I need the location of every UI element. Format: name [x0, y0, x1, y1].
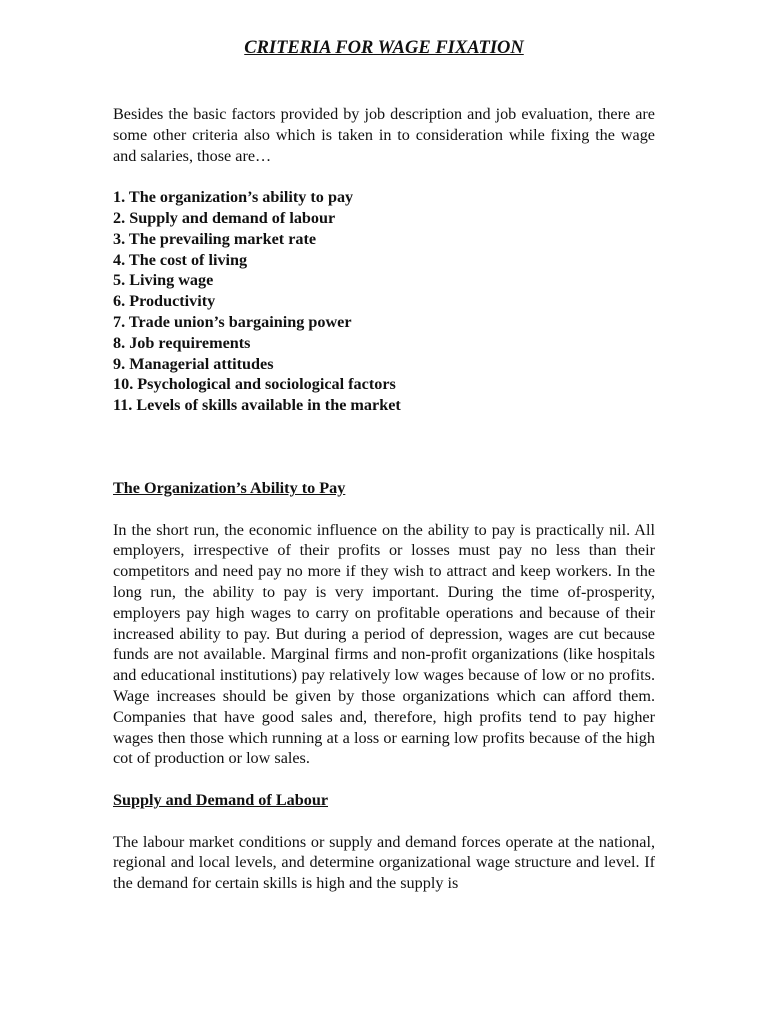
intro-paragraph: Besides the basic factors provided by job description and job evaluation, there are some other criteria also which is taken in to consideration while fixing the wage and salaries, those are… — [113, 105, 655, 165]
section-body-ability-to-pay: In the short run, the economic influence on the ability to pay is practically nil. All employers, irrespective of their profits or losses must pay no less than their competitors and need pay no more if they wish to attract and keep workers. In the long run, the ability to pay is very important. During the time of-prosperity, employers pay high wages to carry on profitable operations and because of their increased ability to pay. But during a period of depression, wages are cut because funds are not available. Marginal firms and non-profit organizations (like hospitals and educational institutions) pay relatively low wages because of low or no profits. Wage increases should be given by those organizations which can afford them. Companies that have good sales and, therefore, high profits tend to pay higher wages then those which running at a loss or earning low profits because of the high cot of production or low sales. — [113, 520, 655, 768]
criteria-list — [113, 187, 655, 416]
section-body-supply-demand: The labour market conditions or supply and demand forces operate at the national, regional and local levels, and determine organizational wage structure and level. If the demand for certain skills is high and the supply is — [113, 832, 655, 893]
criteria-item: 7. Trade union’s bargaining power — [113, 312, 352, 331]
section-heading-supply-demand: Supply and Demand of Labour — [113, 790, 329, 809]
section-heading-ability-to-pay: The Organization’s Ability to Pay — [113, 478, 346, 497]
criteria-item: 1. The organization’s ability to pay — [113, 188, 354, 207]
criteria-item: 11. Levels of skills available in the market — [113, 396, 401, 415]
criteria-item: 2. Supply and demand of labour — [113, 208, 336, 227]
criteria-item: 5. Living wage — [113, 271, 214, 290]
page-title: CRITERIA FOR WAGE FIXATION — [244, 38, 524, 58]
criteria-item: 10. Psychological and sociological factors — [113, 375, 396, 394]
criteria-item: 6. Productivity — [113, 292, 216, 311]
criteria-item: 4. The cost of living — [113, 250, 248, 269]
criteria-item: 9. Managerial attitudes — [113, 354, 274, 373]
criteria-item: 3. The prevailing market rate — [113, 229, 317, 248]
criteria-item: 8. Job requirements — [113, 333, 251, 352]
